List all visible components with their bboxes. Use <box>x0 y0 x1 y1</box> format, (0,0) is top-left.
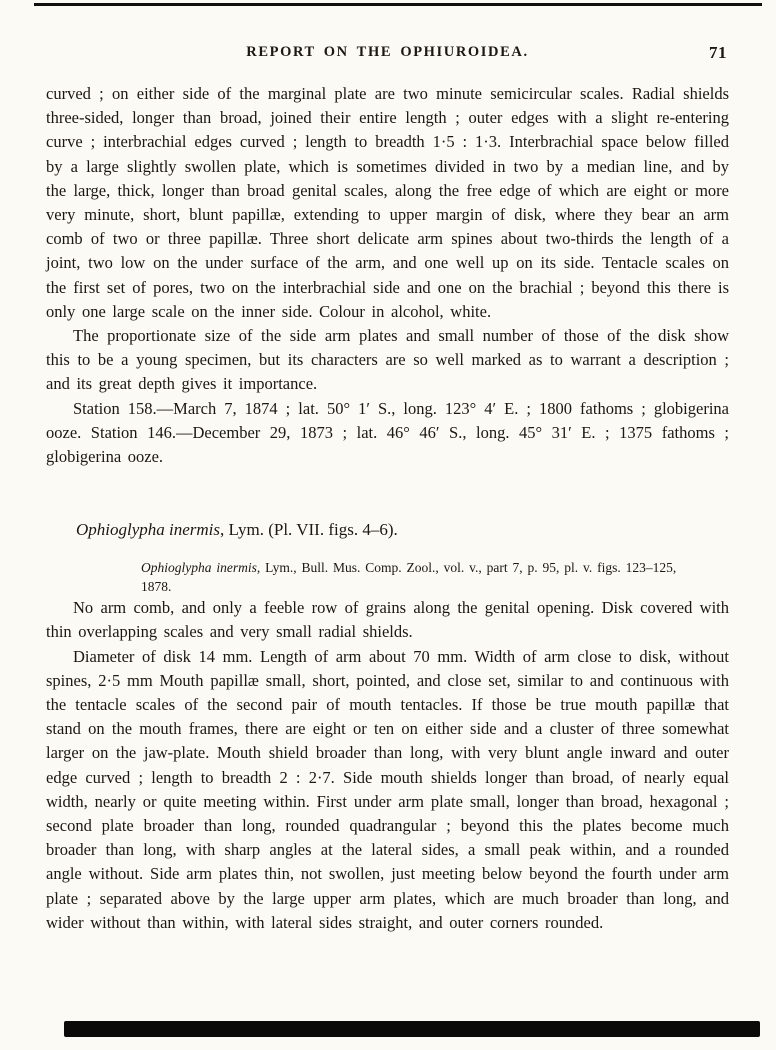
citation-line <box>141 558 701 596</box>
paragraph-proportionate-size: The proportionate size of the side arm plates and small number of those of the disk show this to be a young specimen, but its characters are so well marked as to warrant a description ; and its great depth gives it importance. <box>46 326 729 394</box>
paragraph-no-arm-comb: No arm comb, and only a feeble row of grains along the genital opening. Disk covered with thin overlapping scales and very small radial shields. <box>46 598 729 642</box>
paragraph-measurements: Diameter of disk 14 mm. Length of arm about 70 mm. Width of arm close to disk, without spines, 2·5 mm Mouth papillæ small, short, pointed, and close set, similar to and continuous with the tentacle scales of the second pair of mouth tentacles. If those be true mouth papillæ that stand on the mouth frames, there are eight or ten on either side and a cluster of three somewhat larger on the jaw-plate. Mouth shield broader than long, with very blunt angle inward and outer edge curved ; length to breadth 2 : 2·7. Side mouth shields longer than broad, of nearly equal width, nearly or quite meeting within. First under arm plate small, longer than broad, hexagonal ; second plate broader than long, rounded quadrangular ; beyond this the plates become much broader than long, with sharp angles at the lateral sides, a small peak within, and a rounded angle without. Side arm plates thin, not swollen, just meeting below beyond the fourth under arm plate ; separated above by the large upper arm plates, which are much broader than long, and wider without than within, with lateral sides straight, and outer corners rounded. <box>46 646 729 932</box>
scan-edge-artifact-top <box>34 3 762 6</box>
running-head-row <box>46 44 729 66</box>
citation-rest: , Lym., Bull. Mus. Comp. Zool., vol. v., part 7, p. 95, pl. v. figs. 123–125, 1878. <box>141 560 677 595</box>
paragraph-stations: Station 158.—March 7, 1874 ; lat. 50° 1′ S., long. 123° 4′ E. ; 1800 fathoms ; globigerina ooze. Station 146.—December 29, 1873 ; lat. 46° 46′ S., long. 45° 31′ E. ; 1375 fathoms ; globigerina ooze. <box>46 398 729 467</box>
species-heading-rest: , Lym. (Pl. VII. figs. 4–6). <box>220 520 398 540</box>
text-block <box>46 44 729 935</box>
citation-species-name: Ophioglypha inermis <box>141 560 257 576</box>
paragraph-description-continued: curved ; on either side of the marginal plate are two minute semicircular scales. Radial shields three-sided, longer than broad, joined their entire length ; outer edges with a slight re-entering curve ; interbrachial edges curved ; length to breadth 1·5 : 1·3. Interbrachial space below filled by a large slightly swollen plate, which is sometimes divided in two by a median line, and by the large, thick, longer than broad genital scales, along the free edge of which are eight or more very minute, short, blunt papillæ, extending to upper margin of disk, where they bear an arm comb of two or three papillæ. Three short delicate arm spines about two-thirds the length of a joint, two low on the under surface of the arm, and one well up on its side. Tentacle scales on the first set of pores, two on the interbrachial side and one on the brachial ; beyond this there is only one large scale on the inner side. Colour in alcohol, white. <box>46 84 729 321</box>
running-head-title: REPORT ON THE OPHIUROIDEA. <box>246 44 529 60</box>
scan-edge-artifact-bottom <box>64 1021 760 1037</box>
species-heading-name: Ophioglypha inermis <box>76 520 221 540</box>
species-heading <box>76 519 729 541</box>
page-number: 71 <box>709 43 727 62</box>
